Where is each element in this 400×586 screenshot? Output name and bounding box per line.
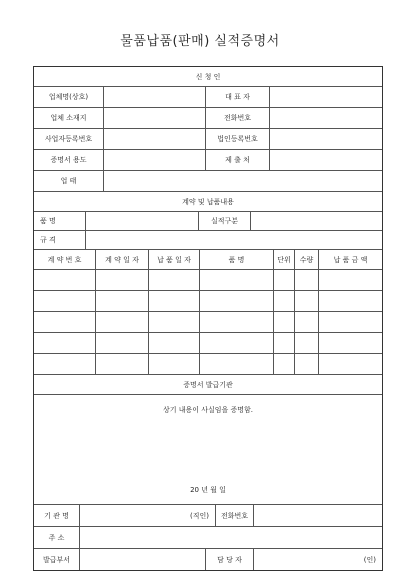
table-cell[interactable]: [34, 333, 96, 354]
table-cell[interactable]: [200, 333, 274, 354]
table-cell[interactable]: [295, 333, 319, 354]
table-cell[interactable]: [34, 291, 96, 312]
corp-reg-no-label: 법인등록번호: [206, 129, 270, 150]
col-delivery-date: 납 품 일 자: [149, 250, 200, 270]
table-cell[interactable]: [149, 333, 200, 354]
company-address-label: 업체 소재지: [34, 108, 104, 129]
representative-label: 대 표 자: [206, 87, 270, 108]
applicant-section-header: 신 청 인: [34, 67, 382, 87]
table-cell[interactable]: [149, 354, 200, 375]
issue-date: 20 년 월 일: [190, 486, 226, 494]
issuer-section-header: 증명서 발급기관: [34, 375, 382, 395]
agency-address-field[interactable]: [80, 527, 382, 549]
table-cell[interactable]: [295, 312, 319, 333]
table-cell[interactable]: [295, 291, 319, 312]
col-item-name: 품 명: [200, 250, 274, 270]
table-cell[interactable]: [295, 354, 319, 375]
agency-address-label: 주 소: [34, 527, 80, 549]
table-cell[interactable]: [149, 291, 200, 312]
item-name-label: 품 명: [34, 212, 86, 231]
agency-seal-field[interactable]: (직인): [80, 505, 216, 527]
item-name-field[interactable]: [86, 212, 199, 231]
table-cell[interactable]: [200, 354, 274, 375]
signature-field[interactable]: (인): [363, 555, 376, 564]
table-cell[interactable]: [319, 333, 382, 354]
phone-label: 전화번호: [206, 108, 270, 129]
certification-statement: 상기 내용이 사실임을 증명함.: [162, 406, 254, 414]
table-cell[interactable]: [200, 270, 274, 291]
table-cell[interactable]: [319, 312, 382, 333]
table-cell[interactable]: [34, 312, 96, 333]
business-type-field[interactable]: [104, 171, 382, 192]
table-cell[interactable]: [34, 270, 96, 291]
phone-field[interactable]: [270, 108, 382, 129]
table-cell[interactable]: [319, 270, 382, 291]
col-contract-date: 계 약 일 자: [96, 250, 149, 270]
table-cell[interactable]: [274, 312, 295, 333]
table-cell[interactable]: [274, 354, 295, 375]
company-address-field[interactable]: [104, 108, 206, 129]
document-title: 물품납품(판매) 실적증명서: [120, 34, 280, 49]
table-cell[interactable]: [96, 354, 149, 375]
table-cell[interactable]: [149, 270, 200, 291]
department-label: 발급부서: [34, 549, 80, 570]
spec-field[interactable]: [86, 231, 382, 250]
col-unit: 단위: [274, 250, 295, 270]
department-field[interactable]: [80, 549, 206, 570]
table-cell[interactable]: [274, 270, 295, 291]
business-reg-no-label: 사업자등록번호: [34, 129, 104, 150]
col-quantity: 수량: [295, 250, 319, 270]
certificate-form: [33, 66, 383, 571]
table-cell[interactable]: [295, 270, 319, 291]
table-cell[interactable]: [96, 291, 149, 312]
col-contract-no: 계 약 번 호: [34, 250, 96, 270]
performance-type-label: 실적구분: [199, 212, 251, 231]
purpose-label: 증명서 용도: [34, 150, 104, 171]
table-cell[interactable]: [34, 354, 96, 375]
submit-to-field[interactable]: [270, 150, 382, 171]
purpose-field[interactable]: [104, 150, 206, 171]
corp-reg-no-field[interactable]: [270, 129, 382, 150]
table-cell[interactable]: [200, 291, 274, 312]
table-cell[interactable]: [96, 312, 149, 333]
company-name-label: 업체명(상호): [34, 87, 104, 108]
spec-label: 규 격: [34, 231, 86, 250]
table-cell[interactable]: [274, 333, 295, 354]
company-name-field[interactable]: [104, 87, 206, 108]
table-cell[interactable]: [319, 354, 382, 375]
agency-phone-field[interactable]: [254, 505, 382, 527]
submit-to-label: 제 출 처: [206, 150, 270, 171]
table-cell[interactable]: [96, 333, 149, 354]
table-cell[interactable]: [200, 312, 274, 333]
table-cell[interactable]: [149, 312, 200, 333]
agency-phone-label: 전화번호: [216, 505, 254, 527]
performance-type-field[interactable]: [251, 212, 382, 231]
table-cell[interactable]: [319, 291, 382, 312]
contract-section-header: 계약 및 납품내용: [34, 192, 382, 212]
representative-field[interactable]: [270, 87, 382, 108]
business-reg-no-field[interactable]: [104, 129, 206, 150]
agency-name-label: 기 관 명: [34, 505, 80, 527]
table-cell[interactable]: [274, 291, 295, 312]
certification-area: [34, 395, 382, 505]
col-amount: 납 품 금 액: [319, 250, 382, 270]
business-type-label: 업 태: [34, 171, 104, 192]
person-in-charge-label: 담 당 자: [206, 549, 254, 570]
table-cell[interactable]: [96, 270, 149, 291]
